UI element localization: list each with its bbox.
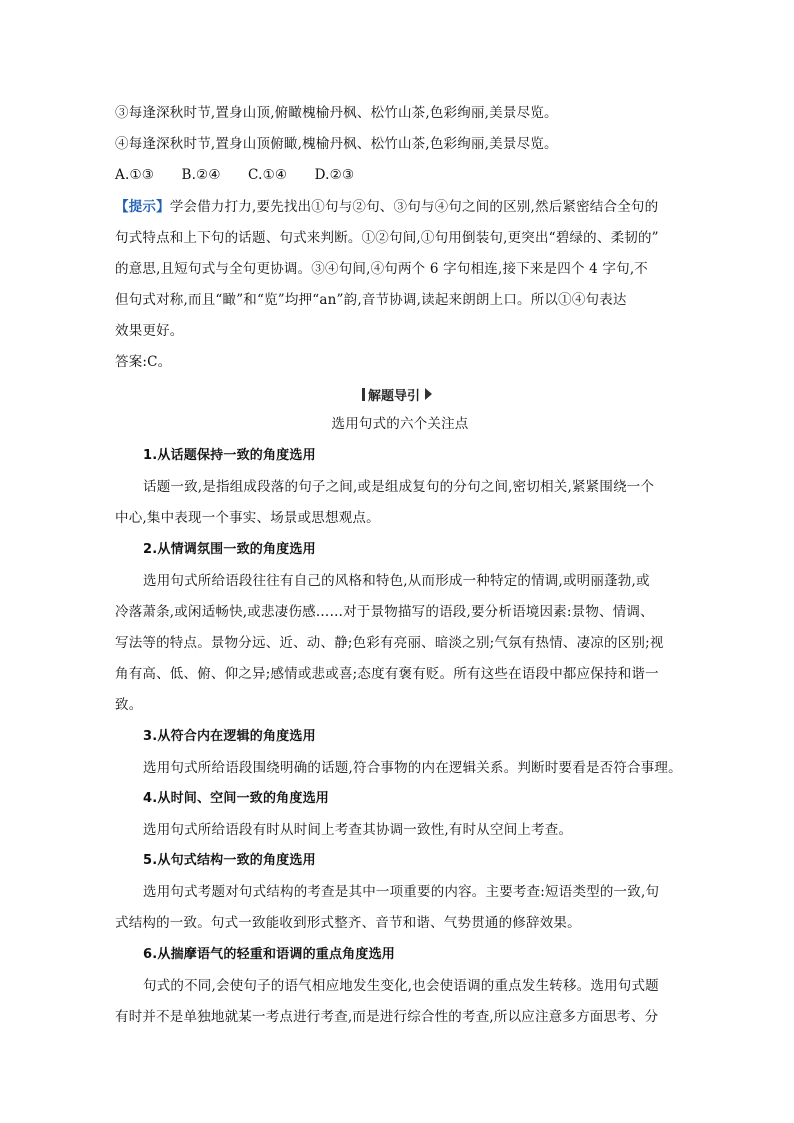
bar-icon [362, 388, 365, 401]
point-line: 式结构的一致。句式一致能收到形式整齐、音节和谐、气势贯通的修辞效果。 [115, 915, 581, 931]
point-line: 有时并不是单独地就某一考点进行考查,而是进行综合性的考查,所以应注意多方面思考、分 [115, 1009, 659, 1025]
tip-line-5: 效果更好。 [115, 323, 184, 339]
tip-line-4: 但句式对称,而且“瞰”和“览”均押“an”韵,音节协调,读起来朗朗上口。所以①④句表达 [115, 292, 627, 308]
point-heading: 4.从时间、空间一致的角度选用 [143, 791, 329, 806]
point-line: 句式的不同,会使句子的语气相应地发生变化,也会使语调的重点发生转移。选用句式题 [143, 978, 659, 994]
option-3-text: ③每逢深秋时节,置身山顶,俯瞰槐榆丹枫、松竹山茶,色彩绚丽,美景尽览。 [115, 105, 558, 121]
guide-badge-label: 解题导引 [367, 388, 420, 404]
point-heading: 2.从情调氛围一致的角度选用 [143, 542, 316, 557]
guide-badge [362, 385, 432, 404]
guide-header [0, 384, 794, 404]
point-line: 角有高、低、俯、仰之异;感情或悲或喜;态度有褒有贬。所有这些在语段中都应保持和谐一 [115, 666, 659, 682]
arrow-right-icon [425, 388, 432, 400]
point-line: 选用句式所给语段围绕明确的话题,符合事物的内在逻辑关系。判断时要看是否符合事理。 [143, 760, 682, 776]
point-line: 写法等的特点。景物分远、近、动、静;色彩有亮丽、暗淡之别;气氛有热情、凄凉的区别;视 [115, 635, 664, 651]
point-heading: 5.从句式结构一致的角度选用 [143, 853, 316, 868]
point-line: 选用句式考题对句式结构的考查是其中一项重要的内容。主要考查:短语类型的一致,句 [143, 884, 660, 900]
point-line: 致。 [115, 697, 143, 713]
answer-text: 答案:C。 [115, 354, 172, 370]
answer-choices: A.①③ B.②④ C.①④ D.②③ [115, 167, 355, 183]
tip-line-3: 的意思,且短句式与全句更协调。③④句间,④句两个 6 字句相连,接下来是四个 4 字句,不 [115, 261, 649, 277]
tip-label: 【提示】 [115, 199, 170, 215]
point-line: 选用句式所给语段有时从时间上考查其协调一致性,有时从空间上考查。 [143, 822, 573, 838]
point-line: 冷落萧条,或闲适畅快,或悲凄伤感……对于景物描写的语段,要分析语境因素:景物、情调、 [115, 604, 654, 620]
point-heading: 6.从揣摩语气的轻重和语调的重点角度选用 [143, 947, 395, 962]
tip-line-1 [115, 197, 685, 217]
point-line: 选用句式所给语段往往有自己的风格和特色,从而形成一种特定的情调,或明丽蓬勃,或 [143, 573, 650, 589]
option-4-text: ④每逢深秋时节,置身山顶俯瞰,槐榆丹枫、松竹山茶,色彩绚丽,美景尽览。 [115, 136, 558, 152]
tip-line-2: 句式特点和上下句的话题、句式来判断。①②句间,①句用倒装句,更突出“碧绿的、柔韧的” [115, 230, 659, 246]
point-heading: 1.从话题保持一致的角度选用 [143, 448, 316, 463]
point-line: 中心,集中表现一个事实、场景或思想观点。 [115, 510, 380, 526]
point-line: 话题一致,是指组成段落的句子之间,或是组成复句的分句之间,密切相关,紧紧围绕一个 [143, 479, 655, 495]
guide-title: 选用句式的六个关注点 [331, 416, 469, 432]
point-heading: 3.从符合内在逻辑的角度选用 [143, 729, 316, 744]
tip-text-1: 学会借力打力,要先找出①句与②句、③句与④句之间的区别,然后紧密结合全句的 [169, 199, 659, 215]
